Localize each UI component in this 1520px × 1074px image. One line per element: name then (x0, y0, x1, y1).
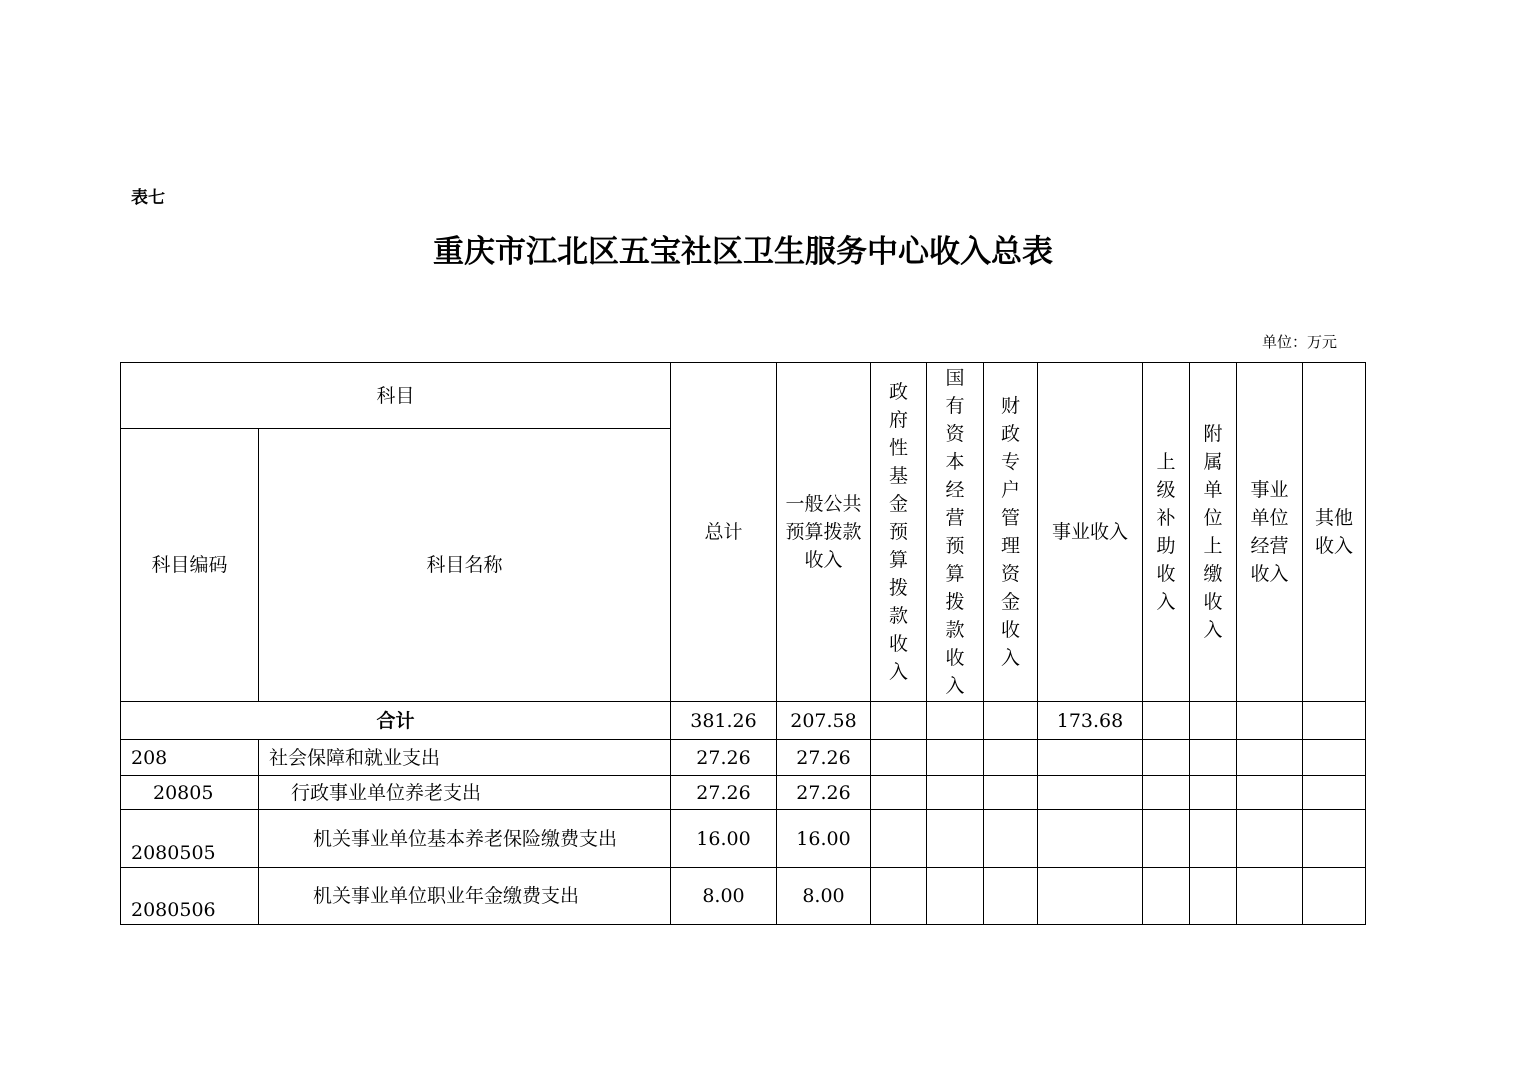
total-row-business-income: 173.68 (1038, 702, 1143, 740)
header-gov-fund: 政府性基金预算拨款收入 (871, 363, 927, 702)
header-subject-code: 科目编码 (121, 429, 259, 702)
row-general-budget: 27.26 (777, 776, 871, 810)
total-row-total: 381.26 (671, 702, 777, 740)
row-cell (1190, 776, 1237, 810)
row-name: 社会保障和就业支出 (259, 740, 671, 776)
row-cell (984, 810, 1038, 868)
row-cell (1237, 776, 1303, 810)
row-code: 2080505 (121, 810, 259, 868)
row-cell (927, 810, 984, 868)
table-row (121, 810, 1366, 868)
total-row-business-operating (1237, 702, 1303, 740)
table-row (121, 776, 1366, 810)
row-cell (1190, 740, 1237, 776)
row-cell (1143, 810, 1190, 868)
header-fiscal-special: 财政专户管理资金收入 (984, 363, 1038, 702)
row-code: 2080506 (121, 868, 259, 925)
table-number-label: 表七 (131, 188, 165, 208)
table-row (121, 868, 1366, 925)
header-subject: 科目 (121, 363, 671, 429)
total-row-state-capital (927, 702, 984, 740)
header-state-capital: 国有资本经营预算拨款收入 (927, 363, 984, 702)
total-row-gov-fund (871, 702, 927, 740)
row-cell (1237, 810, 1303, 868)
row-general-budget: 8.00 (777, 868, 871, 925)
row-total: 27.26 (671, 740, 777, 776)
row-cell (871, 776, 927, 810)
row-cell (1303, 740, 1366, 776)
total-row-superior-subsidy (1143, 702, 1190, 740)
row-code: 20805 (121, 776, 259, 810)
row-cell (1038, 776, 1143, 810)
document-title: 重庆市江北区五宝社区卫生服务中心收入总表 (433, 234, 1053, 270)
total-row-fiscal-special (984, 702, 1038, 740)
total-row-affiliated-remit (1190, 702, 1237, 740)
total-row-other-income (1303, 702, 1366, 740)
header-business-operating: 事业单位经营收入 (1237, 363, 1303, 702)
row-general-budget: 27.26 (777, 740, 871, 776)
row-code: 208 (121, 740, 259, 776)
row-cell (984, 740, 1038, 776)
row-total: 27.26 (671, 776, 777, 810)
unit-note: 单位：万元 (1262, 333, 1338, 351)
header-business-income: 事业收入 (1038, 363, 1143, 702)
row-cell (1237, 740, 1303, 776)
row-cell (1303, 810, 1366, 868)
total-row-general-budget: 207.58 (777, 702, 871, 740)
row-name: 机关事业单位基本养老保险缴费支出 (259, 810, 671, 868)
total-row (121, 702, 1366, 740)
income-summary-table (120, 362, 1366, 925)
row-name: 机关事业单位职业年金缴费支出 (259, 868, 671, 925)
row-cell (1143, 868, 1190, 925)
row-name: 行政事业单位养老支出 (259, 776, 671, 810)
row-cell (871, 868, 927, 925)
header-general-budget: 一般公共预算拨款收入 (777, 363, 871, 702)
row-cell (1190, 868, 1237, 925)
row-cell (984, 776, 1038, 810)
row-cell (871, 810, 927, 868)
row-cell (1190, 810, 1237, 868)
row-cell (927, 776, 984, 810)
row-cell (984, 868, 1038, 925)
row-total: 16.00 (671, 810, 777, 868)
row-cell (1038, 868, 1143, 925)
row-cell (1038, 740, 1143, 776)
header-other-income: 其他收入 (1303, 363, 1366, 702)
row-cell (1237, 868, 1303, 925)
header-superior-subsidy: 上级补助收入 (1143, 363, 1190, 702)
row-cell (1038, 810, 1143, 868)
row-cell (1143, 740, 1190, 776)
row-cell (927, 740, 984, 776)
row-cell (1143, 776, 1190, 810)
row-cell (1303, 776, 1366, 810)
row-cell (1303, 868, 1366, 925)
header-total: 总计 (671, 363, 777, 702)
row-cell (871, 740, 927, 776)
row-cell (927, 868, 984, 925)
total-row-label: 合计 (121, 702, 671, 740)
header-subject-name: 科目名称 (259, 429, 671, 702)
header-affiliated-remit: 附属单位上缴收入 (1190, 363, 1237, 702)
table-row (121, 740, 1366, 776)
row-general-budget: 16.00 (777, 810, 871, 868)
row-total: 8.00 (671, 868, 777, 925)
